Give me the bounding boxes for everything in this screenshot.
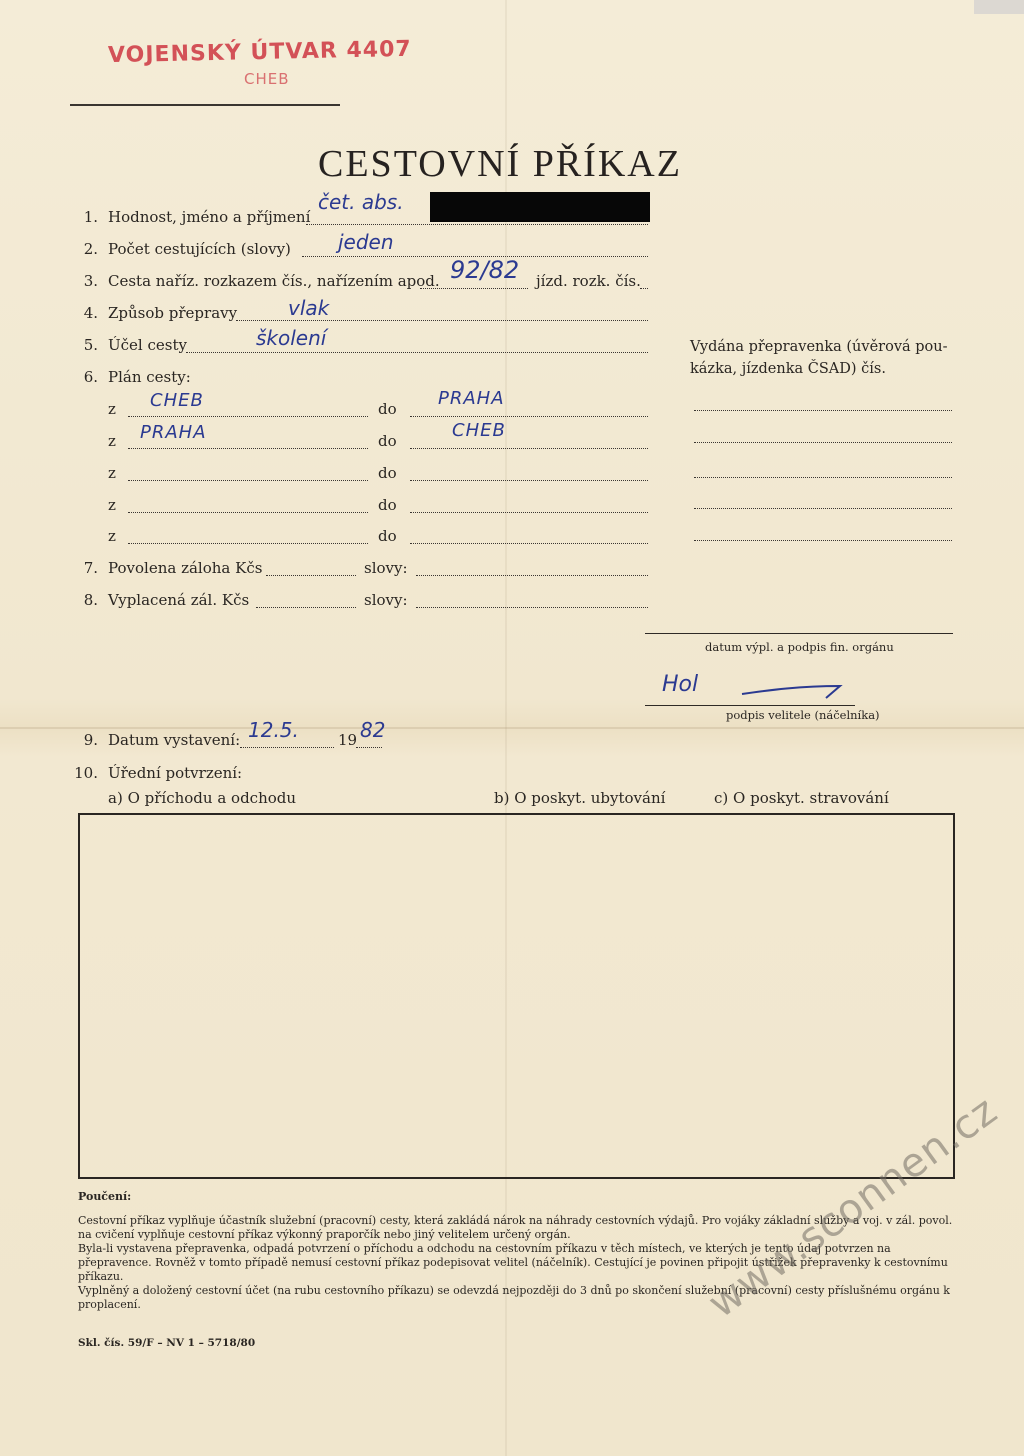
field-2-label: Počet cestujících (slovy)	[108, 240, 291, 258]
field-2-number: 2.	[83, 240, 98, 258]
field-4-number: 4.	[83, 304, 98, 322]
plan-to-value: PRAHA	[438, 388, 505, 409]
field-5-number: 5.	[83, 336, 98, 354]
field-9-year: 82	[360, 718, 386, 742]
plan-to-label: do	[378, 464, 397, 482]
plan-from-dotline	[128, 448, 368, 449]
field-5-value: školení	[256, 326, 327, 350]
plan-from-label: z	[108, 527, 116, 545]
site-watermark: www.sconnen.cz	[700, 1087, 1007, 1328]
stamp-underline	[70, 104, 340, 106]
field-9-year-dotline	[356, 747, 382, 748]
commander-signature-line	[645, 705, 855, 706]
plan-to-dotline	[410, 512, 648, 513]
field-3-label2: jízd. rozk. čís.	[536, 272, 641, 290]
plan-from-value: PRAHA	[140, 422, 207, 443]
plan-from-label: z	[108, 496, 116, 514]
field-8-label2: slovy:	[364, 591, 408, 609]
field-3-value: 92/82	[450, 256, 520, 284]
field-8-dotline2	[416, 607, 648, 608]
field-6-number: 6.	[83, 368, 98, 386]
field-5-label: Účel cesty	[108, 336, 187, 354]
field-4-label: Způsob přepravy	[108, 304, 238, 322]
field-9-dotline	[240, 747, 334, 748]
plan-to-label: do	[378, 496, 397, 514]
plan-from-value: CHEB	[150, 390, 204, 411]
plan-to-label: do	[378, 527, 397, 545]
field-3-dotline2	[640, 288, 648, 289]
plan-from-label: z	[108, 464, 116, 482]
field-4-dotline	[236, 320, 648, 321]
plan-to-label: do	[378, 432, 397, 450]
field-10-number: 10.	[74, 764, 98, 782]
field-7-number: 7.	[83, 559, 98, 577]
voucher-dotline	[694, 508, 952, 509]
voucher-label-line1: Vydána přepravenka (úvěrová pou-	[690, 339, 948, 355]
commander-signature-caption: podpis velitele (náčelníka)	[726, 708, 880, 722]
plan-from-dotline	[128, 543, 368, 544]
voucher-label-line2: kázka, jízdenka ČSAD) čís.	[690, 361, 886, 377]
field-9-day: 12.5.	[248, 718, 299, 742]
field-1-value: čet. abs.	[318, 190, 404, 214]
field-7-label: Povolena záloha Kčs	[108, 559, 263, 577]
plan-from-dotline	[128, 416, 368, 417]
field-7-dotline2	[416, 575, 648, 576]
voucher-dotline	[694, 410, 952, 411]
confirm-arrival-label: a) O příchodu a odchodu	[108, 789, 297, 807]
voucher-dotline	[694, 477, 952, 478]
field-9-label: Datum vystavení:	[108, 731, 241, 749]
redaction-bar	[430, 192, 650, 222]
instructions-paragraph-1: Cestovní příkaz vyplňuje účastník služební (pracovní) cesty, která zakládá nárok na náhrady cestovních výdajů. Pro vojáky základní služby a voj. v zál. povol. na cvičení vyplňuje cestovní příkaz výkonný praporčík nebo jiný velitelem určený orgán.	[78, 1214, 953, 1241]
paper-fold-horizontal	[0, 727, 1024, 729]
field-6-label: Plán cesty:	[108, 368, 191, 386]
field-3-number: 3.	[83, 272, 98, 290]
field-7-label2: slovy:	[364, 559, 408, 577]
plan-from-dotline	[128, 512, 368, 513]
plan-to-value: CHEB	[452, 420, 506, 441]
field-8-number: 8.	[83, 591, 98, 609]
instructions-paragraph-3: Vyplněný a doložený cestovní účet (na rubu cestovního příkazu) se odevzdá nejpozději do 3 dnů po skončení služební (pracovní) cesty příslušnému orgánu k proplacení.	[78, 1284, 950, 1311]
plan-to-dotline	[410, 480, 648, 481]
plan-to-dotline	[410, 543, 648, 544]
unit-stamp-line1: VOJENSKÝ ÚTVAR 4407	[107, 36, 412, 69]
signature-stroke-icon	[740, 676, 850, 706]
field-3-label: Cesta naříz. rozkazem čís., nařízením apod.	[108, 272, 440, 290]
confirm-lodging-label: b) O poskyt. ubytování	[494, 789, 666, 807]
field-4-value: vlak	[288, 296, 330, 320]
field-9-number: 9.	[83, 731, 98, 749]
field-8-dotline	[256, 607, 356, 608]
field-9-year-prefix: 19	[338, 731, 358, 749]
commander-signature: Hol	[662, 672, 699, 697]
instructions-paragraph-2: Byla-li vystavena přepravenka, odpadá potvrzení o příchodu a odchodu na cestovním příkazu v těch místech, ve kterých je tento údaj potvrzen na přepravence. Rovněž v tomto případě nemusí cestovní příkaz podepisovat velitel (náčelník). Cestující je povinen připojit ústřižek přepravenky k cestovnímu příkazu.	[78, 1242, 948, 1283]
document-title: CESTOVNÍ PŘÍKAZ	[318, 143, 682, 185]
field-3-dotline	[420, 288, 528, 289]
fin-signature-line	[645, 633, 953, 634]
field-2-value: jeden	[338, 230, 394, 254]
unit-stamp-line2: CHEB	[244, 70, 290, 88]
confirm-meals-label: c) O poskyt. stravování	[714, 789, 889, 807]
field-1-label: Hodnost, jméno a příjmení	[108, 208, 311, 226]
fin-signature-caption: datum výpl. a podpis fin. orgánu	[705, 640, 894, 654]
plan-to-dotline	[410, 416, 648, 417]
instructions-heading: Poučení:	[78, 1190, 132, 1203]
field-10-label: Úřední potvrzení:	[108, 764, 243, 782]
official-confirmation-box	[78, 813, 955, 1179]
field-1-dotline	[306, 224, 648, 225]
corner-wear	[974, 0, 1024, 14]
field-7-dotline	[266, 575, 356, 576]
plan-from-label: z	[108, 432, 116, 450]
form-code: Skl. čís. 59/F – NV 1 – 5718/80	[78, 1337, 256, 1349]
voucher-dotline	[694, 442, 952, 443]
plan-from-dotline	[128, 480, 368, 481]
plan-to-dotline	[410, 448, 648, 449]
plan-to-label: do	[378, 400, 397, 418]
plan-from-label: z	[108, 400, 116, 418]
field-8-label: Vyplacená zál. Kčs	[108, 591, 250, 609]
voucher-dotline	[694, 540, 952, 541]
field-5-dotline	[186, 352, 648, 353]
field-1-number: 1.	[83, 208, 98, 226]
